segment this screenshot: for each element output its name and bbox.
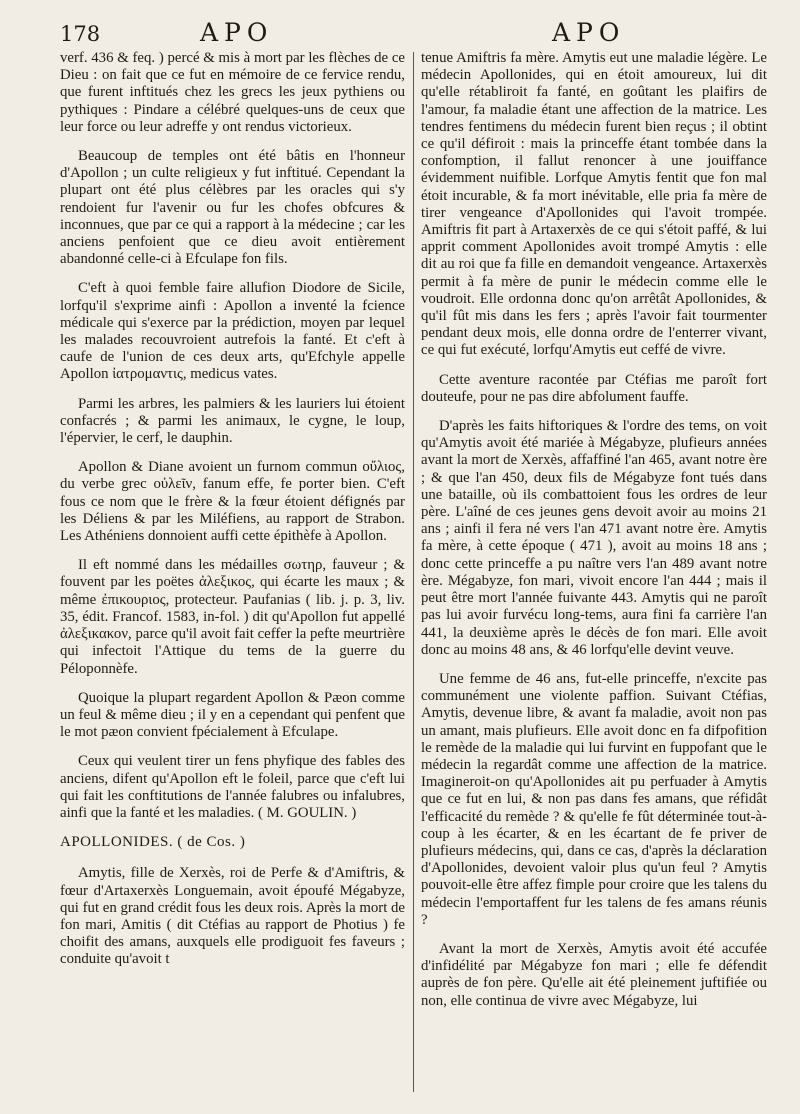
right-column (421, 50, 767, 1022)
paragraph: Avant la mort de Xerxès, Amytis avoit été accufée d'infidélité par Mégabyze fon mari ; elle fe défendit auprès de fon père. Qu'elle ait été pleinement juftifiée ou non, elle continua de vivre avec Mégabyze, lui (421, 940, 767, 1009)
paragraph: Ceux qui veulent tirer un fens phyfique des fables des anciens, difent qu'Apollon eft le foleil, parce que c'eft lui qui fait les conftitutions de l'année falubres ou infalubres, ainfi que la fanté et les maladies. ( M. GOULIN. ) (60, 753, 405, 821)
running-head-left: APO (200, 18, 274, 47)
paragraph: Il eft nommé dans les médailles σωτηρ, fauveur ; & fouvent par les poëtes ἀλεξικος, qui écarte les maux ; & même ἐπικουριος, protecteur. Paufanias ( lib. j. p. 3, liv. 35, édit. Francof. 1583, in-fol. ) dit qu'Apollon fut appellé ἀλεξικακον, parce qu'il avoit fait ceffer la pefte meurtrière qui infectoit l'Attique du tems de la guerre du Péloponnèfe. (60, 557, 405, 677)
paragraph: tenue Amiftris fa mère. Amytis eut une maladie légère. Le médecin Apollonides, qui en étoit amoureux, lui dit qu'elle rétabliroit fa fanté, en goûtant les plaifirs de l'amour, fa maladie étant une affection de la matrice. Les tendres fentimens du médecin furent bien reçus ; il obtint ce qu'il défiroit : mais la princeffe étant tombée dans la confomption, il fallut renoncer à une jouiffance évidemment nuifible. Lorfque Amytis fentit que fon mal étoit incurable, & fa mort inévitable, elle pria fa mère de tirer vengeance d'Apollonides qui l'avoit trompée. Amiftris fit part à Artaxerxès de ce qui s'étoit paffé, & lui apprit comment Apollonides avoit trompé Amytis : elle dit au roi que fa fille en demandoit vengeance. Artaxerxès permit à fa mère de punir le médecin comme elle le voudroit. Elle ordonna donc qu'on arrêtât Apollonides, & qu'il fût mis dans les fers ; après l'avoir fait tourmenter pendant deux mois, elle donna ordre de l'enterrer vivant, ce qui fut exécuté, lorfqu'Amytis eut ceffé de vivre. (421, 50, 767, 359)
paragraph: Une femme de 46 ans, fut-elle princeffe, n'excite pas communément une violente paffion. Suivant Ctéfias, Amytis, devenue libre, & avant fa maladie, avoit non pas un amant, mais plufieurs. Elle avoit donc en fa difpofition le remède de la maladie qui lui furvint en fuppofant que le médecin la regardât comme une affection de la matrice. Imagineroit-on qu'Apollonides ait pu perfuader à Amytis que ce fut en lui, & non pas dans fes amans, que réfidât l'efficacité du remède ? & qu'elle fe fût déterminée tout-à-coup à les écarter, & en les écartant de fe priver de plufieurs médecins, qui, dans ce cas, d'après la déclaration d'Apollonides, devoient valoir plus qu'un feul ? Amytis pouvoit-elle être affez fimple pour croire que les talens du médecin l'emportaffent fur les talens de fes amans réunis ? (421, 670, 767, 928)
left-column (60, 50, 405, 981)
section-heading: APOLLONIDES. ( de Cos. ) (60, 834, 246, 851)
paragraph: D'après les faits hiftoriques & l'ordre des tems, on voit qu'Amytis avoit été mariée à Mégabyze, plufieurs années avant la mort de Xerxès, affaffiné l'an 465, avant notre ère ; & que l'an 450, deux fils de Mégabyze font tués dans une bataille, où ils combattoient fous les ordres de leur père. L'aîné de ces jeunes gens devoit avoir au moins 21 ans ; ainfi il fera né vers l'an 471 avant notre ère. Amytis fa mère, à cette époque ( 471 ), avoit au moins 18 ans ; donc cette princeffe a pu naître vers l'an 489 avant notre ère. Mégabyze, fon mari, vivoit encore l'an 444 ; mais il peut être mort l'année fuivante 443. Amytis qui ne paroît pas lui avoir furvécu long-tems, aura fini fa carrière l'an 441, la deuxième après le décès de fon mari. Elle avoit donc au moins 48 ans, & 46 lorfqu'elle devint veuve. (421, 418, 767, 658)
paragraph: Parmi les arbres, les palmiers & les lauriers lui étoient confacrés ; & parmi les animaux, le cygne, le loup, l'épervier, le cerf, le dauphin. (60, 395, 405, 447)
paragraph: verf. 436 & feq. ) percé & mis à mort par les flèches de ce Dieu : on fait que ce fut en mémoire de ce fervice rendu, que furent inftitués chez les grecs les jeux pythiens ou pythiques : Pindare a célébré quelques-uns de ceux que leur force ou leur adreffe y ont rendus victorieux. (60, 50, 405, 135)
page-header (50, 18, 770, 52)
paragraph: Amytis, fille de Xerxès, roi de Perfe & d'Amiftris, & fœur d'Artaxerxès Longuemain, avoit époufé Mégabyze, qui fut en grand crédit fous les deux rois. Après la mort de fon mari, Amitis ( dit Ctéfias au rapport de Photius ) fe choifit des amans, auxquels elle prodiguoit fes faveurs ; conduite qu'avoit t (60, 865, 405, 968)
paragraph: Quoique la plupart regardent Apollon & Pæon comme un feul & même dieu ; il y en a cependant qui penfent que le mot pæon convient fpécialement à Efculape. (60, 689, 405, 741)
running-head-right: APO (552, 18, 626, 47)
paragraph: Apollon & Diane avoient un furnom commun οὔλιος, du verbe grec οὐλεῖν, fanum effe, fe porter bien. C'eft fous ce nom que le frère & la fœur étoient défignés par les Déliens & par les Miléfiens, au rapport de Strabon. Les Athéniens donnoient auffi cette épithèfe à Apollon. (60, 459, 405, 545)
paragraph: Beaucoup de temples ont été bâtis en l'honneur d'Apollon ; un culte religieux y fut inftitué. Cependant la plupart ont été plus célèbres par les oracles qui s'y rendoient fur l'avenir ou fur les chofes obfcures & inconnues, que par ce qui a rapport à la médecine ; car les anciens penfoient que ce dieu avoit entièrement abandonné celle-ci à Efculape fon fils. (60, 148, 405, 268)
paragraph: C'eft à quoi femble faire allufion Diodore de Sicile, lorfqu'il s'exprime ainfi : Apollon a inventé la fcience médicale qui s'exerce par la prédiction, moyen par lequel les malades recouvroient autrefois la fanté. Et c'eft à caufe de l'union de ces deux arts, qu'Efchyle appelle Apollon ἰατρομαντις, medicus vates. (60, 280, 405, 383)
paragraph: Cette aventure racontée par Ctéfias me paroît fort douteufe, pour ne pas dire abfolument fauffe. (421, 371, 767, 405)
column-divider (413, 52, 414, 1092)
page-number: 178 (60, 22, 101, 46)
